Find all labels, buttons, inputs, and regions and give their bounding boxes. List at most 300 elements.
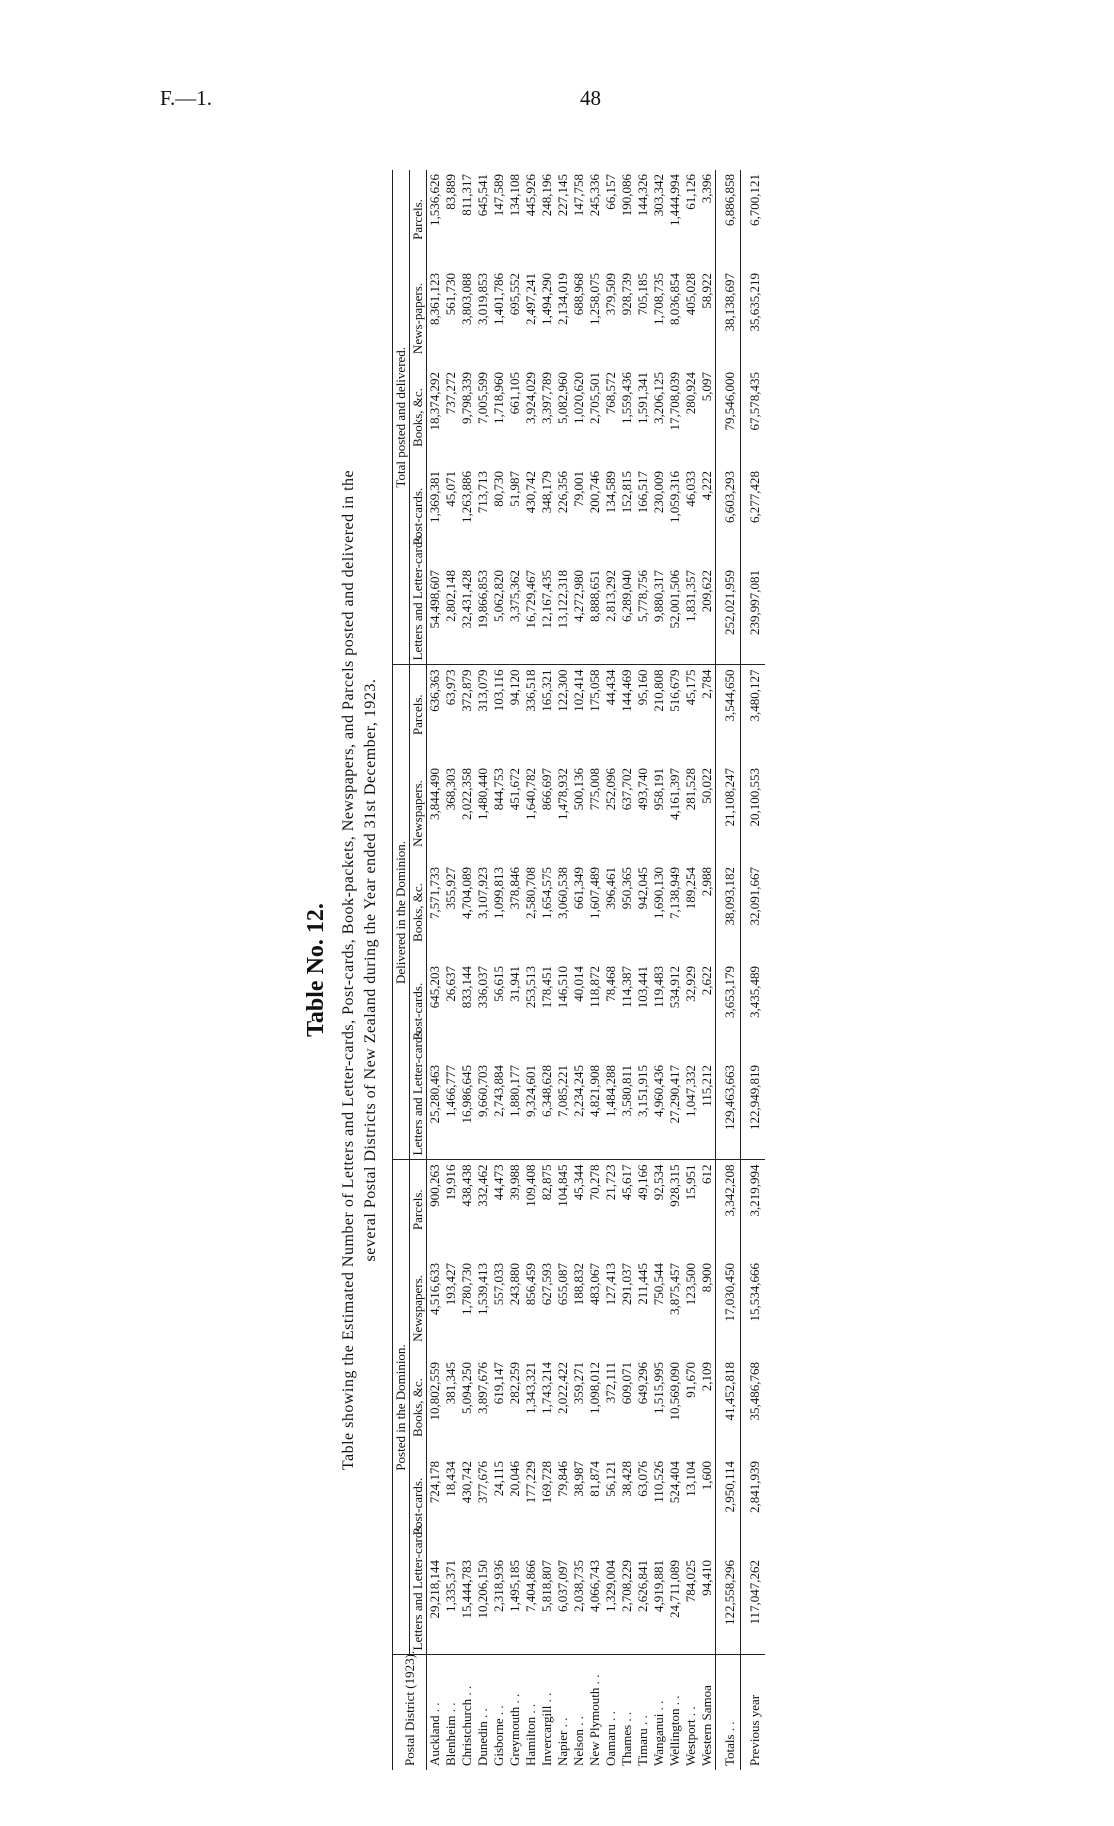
table-cell: 230,009 <box>651 471 666 514</box>
table-cell: 6,348,628 <box>539 1061 555 1160</box>
table-cell: 2,841,939 <box>741 1457 766 1556</box>
table-cell: 20,046 <box>507 1461 522 1497</box>
table-cell: 1,099,813 <box>491 867 506 919</box>
table-cell: 15,444,783 <box>459 1556 475 1655</box>
header-group-delivered: Delivered in the Dominion. <box>393 665 410 1160</box>
table-cell: 102,414 <box>571 669 586 712</box>
table-cell: 3,580,811 <box>619 1061 635 1160</box>
table-cell: 1,059,316 <box>667 471 682 523</box>
header-col-newspapers: News-papers. <box>410 269 427 368</box>
table-cell: 82,875 <box>539 1164 554 1201</box>
table-cell: 115,212 <box>699 1061 716 1160</box>
table-cell: 3,544,650 <box>716 665 741 764</box>
table-cell: 12,167,435 <box>539 566 555 665</box>
table-cell: 44,434 <box>603 669 618 706</box>
table-cell: 5,097 <box>699 372 714 402</box>
table-cell: 56,615 <box>491 966 506 1002</box>
table-row <box>475 170 491 1770</box>
table-cell: 4,516,633 <box>427 1263 442 1315</box>
table-cell: 1,480,440 <box>475 768 490 820</box>
table-cell: 661,105 <box>507 372 522 415</box>
table-cell: 3,844,490 <box>427 768 442 820</box>
page-number: 48 <box>580 86 601 110</box>
table-cell: 147,589 <box>491 174 506 217</box>
table-cell: 63,973 <box>443 669 458 706</box>
table-cell: 104,845 <box>555 1164 570 1207</box>
table-row <box>555 170 571 1770</box>
table-cell: 6,603,293 <box>716 467 741 566</box>
table-cell: 561,730 <box>443 273 458 316</box>
table-cell: 768,572 <box>603 372 618 415</box>
table-cell: 713,713 <box>475 471 490 514</box>
table-cell: 775,008 <box>587 768 602 811</box>
table-cell: 20,100,553 <box>741 764 766 863</box>
table-cell: 1,559,436 <box>619 372 634 424</box>
table-cell: 5,062,820 <box>491 566 507 665</box>
table-cell: 24,115 <box>491 1461 506 1497</box>
table-cell: 1,880,177 <box>507 1061 523 1160</box>
table-row <box>587 170 603 1770</box>
table-cell: 193,427 <box>443 1263 458 1306</box>
table-cell: 188,832 <box>571 1263 586 1306</box>
table-cell: 348,179 <box>539 471 554 514</box>
table-cell: 32,091,667 <box>741 863 766 962</box>
table-cell: 661,349 <box>571 867 586 910</box>
table-cell: 303,342 <box>651 174 666 217</box>
table-cell: 2,708,229 <box>619 1556 635 1655</box>
table-cell: 396,461 <box>603 867 618 910</box>
table-cell: 332,462 <box>475 1164 490 1207</box>
table-cell: 483,067 <box>587 1263 602 1306</box>
table-cell: 134,589 <box>603 471 618 514</box>
district-name: Wanganui . . <box>651 1700 666 1766</box>
table-cell: 119,483 <box>651 966 666 1008</box>
table-row <box>667 170 683 1770</box>
table-body <box>427 170 766 1770</box>
table-cell: 612 <box>699 1164 714 1184</box>
table-cell: 227,145 <box>555 174 570 217</box>
district-name: Blenheim . . <box>443 1702 458 1766</box>
table-cell: 493,740 <box>635 768 650 811</box>
table-cell: 4,161,397 <box>667 768 682 820</box>
table-cell: 695,552 <box>507 273 522 316</box>
table-row <box>603 170 619 1770</box>
table-cell: 811,317 <box>459 174 474 216</box>
table-cell: 619,147 <box>491 1362 506 1405</box>
table-cell: 649,296 <box>635 1362 650 1405</box>
table-cell: 724,178 <box>427 1461 442 1504</box>
district-name: Totals . . <box>716 1655 741 1770</box>
table-cell: 27,290,417 <box>667 1061 683 1160</box>
district-name: Oamaru . . <box>603 1711 618 1766</box>
rotated-table-block <box>300 170 800 1770</box>
header-col-postcards: Post-cards. <box>410 1457 427 1556</box>
table-cell: 8,036,854 <box>667 273 682 325</box>
table-cell: 636,363 <box>427 669 442 712</box>
header-col-postcards: Post-cards. <box>410 962 427 1061</box>
table-cell: 688,968 <box>571 273 586 316</box>
table-cell: 16,986,645 <box>459 1061 475 1160</box>
table-cell: 83,889 <box>443 174 458 210</box>
table-cell: 1,494,290 <box>539 273 554 325</box>
table-cell: 52,001,506 <box>667 566 683 665</box>
table-cell: 430,742 <box>523 471 538 514</box>
table-cell: 2,234,245 <box>571 1061 587 1160</box>
table-cell: 94,410 <box>699 1556 716 1655</box>
table-cell: 134,108 <box>507 174 522 217</box>
table-cell: 50,022 <box>699 768 714 804</box>
district-name: Timaru . . <box>635 1715 650 1766</box>
table-cell: 368,303 <box>443 768 458 811</box>
table-cell: 92,534 <box>651 1164 666 1201</box>
table-cell: 56,121 <box>603 1461 618 1497</box>
table-cell: 2,784 <box>699 669 714 699</box>
table-cell: 524,404 <box>667 1461 682 1504</box>
district-name: Dunedin . . <box>475 1708 490 1766</box>
table-row <box>491 170 507 1770</box>
table-cell: 942,045 <box>635 867 650 910</box>
table-cell: 1,258,075 <box>587 273 602 325</box>
table-cell: 79,546,000 <box>716 368 741 467</box>
table-cell: 2,580,708 <box>523 867 538 919</box>
table-cell: 5,818,807 <box>539 1556 555 1655</box>
table-cell: 1,708,735 <box>651 273 666 325</box>
table-cell: 336,518 <box>523 669 538 712</box>
table-cell: 1,047,332 <box>683 1061 699 1160</box>
table-cell: 252,021,959 <box>716 566 741 665</box>
table-row <box>699 170 716 1770</box>
table-cell: 248,196 <box>539 174 554 217</box>
table-cell: 313,079 <box>475 669 490 712</box>
table-cell: 282,259 <box>507 1362 522 1405</box>
table-cell: 210,808 <box>651 669 666 712</box>
table-cell: 378,846 <box>507 867 522 910</box>
table-cell: 844,753 <box>491 768 506 811</box>
table-cell: 177,229 <box>523 1461 538 1504</box>
table-cell: 2,802,148 <box>443 566 459 665</box>
table-cell: 1,478,932 <box>555 768 570 820</box>
table-cell: 1,654,575 <box>539 867 554 919</box>
table-cell: 45,071 <box>443 471 458 507</box>
table-cell: 445,926 <box>523 174 538 217</box>
table-cell: 3,107,923 <box>475 867 490 919</box>
table-cell: 38,138,697 <box>716 269 741 368</box>
table-cell: 6,037,097 <box>555 1556 571 1655</box>
table-cell: 3,803,088 <box>459 273 474 325</box>
table-cell: 2,022,422 <box>555 1362 570 1414</box>
table-cell: 2,626,841 <box>635 1556 651 1655</box>
table-cell: 4,222 <box>699 471 714 501</box>
table-cell: 9,660,703 <box>475 1061 491 1160</box>
table-cell: 9,880,317 <box>651 566 667 665</box>
header-col-books: Books, &c. <box>410 863 427 962</box>
table-cell: 17,708,039 <box>667 372 682 431</box>
table-cell: 645,203 <box>427 966 442 1009</box>
header-col-books: Books, &c. <box>410 1358 427 1457</box>
table-cell: 94,120 <box>507 669 522 706</box>
header-col-parcels: Parcels. <box>410 1160 427 1259</box>
table-cell: 516,679 <box>667 669 682 712</box>
table-cell: 152,815 <box>619 471 634 514</box>
table-cell: 1,466,777 <box>443 1061 459 1160</box>
table-cell: 10,206,150 <box>475 1556 491 1655</box>
table-cell: 122,558,296 <box>716 1556 741 1655</box>
table-cell: 211,445 <box>635 1263 650 1305</box>
table-cell: 35,635,219 <box>741 269 766 368</box>
header-col-letters: Letters and Letter-cards. <box>410 1061 427 1160</box>
table-cell: 26,637 <box>443 966 458 1002</box>
table-cell: 58,922 <box>699 273 714 309</box>
table-cell: 3,206,125 <box>651 372 666 424</box>
table-cell: 2,022,358 <box>459 768 474 820</box>
table-row <box>635 170 651 1770</box>
header-column-row <box>410 170 427 1770</box>
table-cell: 189,254 <box>683 867 698 910</box>
table-cell: 2,950,114 <box>716 1457 741 1556</box>
table-cell: 281,528 <box>683 768 698 811</box>
table-cell: 928,739 <box>619 273 634 316</box>
table-cell: 32,929 <box>683 966 698 1002</box>
table-cell: 54,498,607 <box>427 566 444 665</box>
header-group-posted: Posted in the Dominion. <box>393 1160 410 1655</box>
table-cell: 950,365 <box>619 867 634 910</box>
table-cell: 2,743,884 <box>491 1061 507 1160</box>
table-cell: 291,037 <box>619 1263 634 1306</box>
header-col-newspapers: Newspapers. <box>410 764 427 863</box>
table-cell: 144,469 <box>619 669 634 712</box>
table-cell: 372,879 <box>459 669 474 712</box>
table-cell: 1,401,786 <box>491 273 506 325</box>
table-cell: 627,593 <box>539 1263 554 1306</box>
table-cell: 2,813,292 <box>603 566 619 665</box>
table-cell: 7,005,599 <box>475 372 490 424</box>
table-cell: 3,375,362 <box>507 566 523 665</box>
table-cell: 1,329,004 <box>603 1556 619 1655</box>
table-cell: 239,997,081 <box>741 566 766 665</box>
district-name: New Plymouth . . <box>587 1674 602 1766</box>
table-cell: 253,513 <box>523 966 538 1009</box>
table-cell: 1,098,012 <box>587 1362 602 1414</box>
table-cell: 833,144 <box>459 966 474 1009</box>
table-cell: 1,591,341 <box>635 372 650 424</box>
table-cell: 38,093,182 <box>716 863 741 962</box>
table-cell: 6,886,858 <box>716 170 741 269</box>
table-cell: 122,949,819 <box>741 1061 766 1160</box>
table-cell: 24,711,089 <box>667 1556 683 1655</box>
table-cell: 35,486,768 <box>741 1358 766 1457</box>
table-cell: 80,730 <box>491 471 506 507</box>
table-cell: 737,272 <box>443 372 458 415</box>
district-name: Nelson . . <box>571 1716 586 1766</box>
table-cell: 2,497,241 <box>523 273 538 325</box>
district-name: Previous year <box>741 1655 766 1770</box>
table-cell: 118,872 <box>587 966 602 1008</box>
table-cell: 109,408 <box>523 1164 538 1207</box>
table-cell: 7,138,949 <box>667 867 682 919</box>
table-cell: 29,218,144 <box>427 1556 444 1655</box>
table-cell: 4,919,881 <box>651 1556 667 1655</box>
table-cell: 1,831,357 <box>683 566 699 665</box>
table-cell: 25,280,463 <box>427 1061 444 1160</box>
table-cell: 209,622 <box>699 566 716 665</box>
table-cell: 3,151,915 <box>635 1061 651 1160</box>
table-cell: 4,821,908 <box>587 1061 603 1160</box>
table-cell: 245,336 <box>587 174 602 217</box>
table-cell: 359,271 <box>571 1362 586 1405</box>
table-cell: 1,444,994 <box>667 174 682 226</box>
table-cell: 1,335,371 <box>443 1556 459 1655</box>
table-cell: 534,912 <box>667 966 682 1009</box>
table-cell: 5,094,250 <box>459 1362 474 1414</box>
header-col-letters: Letters and Letter-cards. <box>410 566 427 665</box>
table-cell: 609,071 <box>619 1362 634 1405</box>
header-group-row <box>393 170 410 1770</box>
table-cell: 645,541 <box>475 174 490 217</box>
table-cell: 2,038,735 <box>571 1556 587 1655</box>
table-cell: 44,473 <box>491 1164 506 1201</box>
table-row <box>459 170 475 1770</box>
table-cell: 355,927 <box>443 867 458 910</box>
postal-statistics-table <box>392 170 765 1770</box>
table-cell: 117,047,262 <box>741 1556 766 1655</box>
district-name: Western Samoa <box>699 1685 714 1766</box>
table-cell: 1,343,321 <box>523 1362 538 1414</box>
table-cell: 1,607,489 <box>587 867 602 919</box>
table-cell: 3,397,789 <box>539 372 554 424</box>
table-row <box>651 170 667 1770</box>
table-cell: 9,798,339 <box>459 372 474 424</box>
table-cell: 430,742 <box>459 1461 474 1504</box>
district-name: Christchurch . . <box>459 1685 474 1766</box>
table-cell: 4,272,980 <box>571 566 587 665</box>
table-cell: 784,025 <box>683 1556 699 1655</box>
table-caption-line-2: several Postal Districts of New Zealand during the Year ended 31st December, 1923. <box>362 678 379 1262</box>
table-cell: 190,086 <box>619 174 634 217</box>
table-cell: 8,900 <box>699 1263 714 1293</box>
table-cell: 3,219,994 <box>741 1160 766 1259</box>
table-row <box>571 170 587 1770</box>
table-cell: 557,033 <box>491 1263 506 1306</box>
table-cell: 7,571,733 <box>427 867 442 919</box>
table-cell: 3,480,127 <box>741 665 766 764</box>
table-cell: 146,510 <box>555 966 570 1009</box>
table-cell: 336,037 <box>475 966 490 1009</box>
table-cell: 451,672 <box>507 768 522 811</box>
table-cell: 2,109 <box>699 1362 714 1392</box>
table-cell: 38,987 <box>571 1461 586 1497</box>
table-cell: 169,728 <box>539 1461 554 1504</box>
table-cell: 79,001 <box>571 471 586 507</box>
table-cell: 127,413 <box>603 1263 618 1306</box>
table-cell: 110,526 <box>651 1461 666 1503</box>
table-cell: 19,916 <box>443 1164 458 1201</box>
header-col-newspapers: Newspapers. <box>410 1259 427 1358</box>
table-number: Table No. 12. <box>303 903 329 1037</box>
table-cell: 3,653,179 <box>716 962 741 1061</box>
table-cell: 3,396 <box>699 174 714 204</box>
district-name: Invercargill . . <box>539 1692 554 1766</box>
table-cell: 3,019,853 <box>475 273 490 325</box>
table-cell: 3,435,489 <box>741 962 766 1061</box>
table-cell: 19,866,853 <box>475 566 491 665</box>
table-cell: 6,289,040 <box>619 566 635 665</box>
table-cell: 63,076 <box>635 1461 650 1497</box>
header-col-parcels: Parcels. <box>410 665 427 764</box>
table-cell: 18,374,292 <box>427 372 442 431</box>
district-name: Thames . . <box>619 1711 634 1766</box>
table-cell: 2,705,501 <box>587 372 602 424</box>
district-name: Gisborne . . <box>491 1705 506 1766</box>
table-cell: 280,924 <box>683 372 698 415</box>
header-district: Postal District (1923). <box>393 1655 427 1770</box>
table-cell: 81,874 <box>587 1461 602 1497</box>
table-cell: 1,369,381 <box>427 471 442 523</box>
district-name: Auckland . . <box>427 1702 442 1766</box>
table-cell: 381,345 <box>443 1362 458 1405</box>
table-cell: 91,670 <box>683 1362 698 1398</box>
header-col-postcards: Post-cards. <box>410 467 427 566</box>
table-cell: 1,600 <box>699 1461 714 1491</box>
table-cell: 1,640,782 <box>523 768 538 820</box>
table-cell: 13,122,318 <box>555 566 571 665</box>
table-cell: 3,897,676 <box>475 1362 490 1414</box>
table-cell: 4,066,743 <box>587 1556 603 1655</box>
table-cell: 123,500 <box>683 1263 698 1306</box>
table-cell: 1,484,288 <box>603 1061 619 1160</box>
district-name: Hamilton . . <box>523 1703 538 1766</box>
table-cell: 166,517 <box>635 471 650 514</box>
totals-row <box>716 170 741 1770</box>
page-reference: F.—1. <box>160 86 212 110</box>
table-cell: 1,690,130 <box>651 867 666 919</box>
table-cell: 500,136 <box>571 768 586 811</box>
table-cell: 103,441 <box>635 966 650 1009</box>
table-cell: 1,718,960 <box>491 372 506 424</box>
table-cell: 1,539,413 <box>475 1263 490 1315</box>
table-row <box>507 170 523 1770</box>
table-cell: 2,988 <box>699 867 714 897</box>
table-cell: 750,544 <box>651 1263 666 1306</box>
table-row <box>683 170 699 1770</box>
table-cell: 226,356 <box>555 471 570 514</box>
table-row <box>427 170 444 1770</box>
table-cell: 5,778,756 <box>635 566 651 665</box>
table-cell: 1,743,214 <box>539 1362 554 1414</box>
table-cell: 856,459 <box>523 1263 538 1306</box>
table-cell: 200,746 <box>587 471 602 514</box>
table-cell: 103,116 <box>491 669 506 712</box>
table-cell: 66,157 <box>603 174 618 210</box>
table-cell: 5,082,960 <box>555 372 570 424</box>
table-cell: 21,108,247 <box>716 764 741 863</box>
table-cell: 2,318,936 <box>491 1556 507 1655</box>
table-cell: 1,780,730 <box>459 1263 474 1315</box>
table-cell: 243,880 <box>507 1263 522 1306</box>
table-cell: 122,300 <box>555 669 570 712</box>
table-cell: 1,536,626 <box>427 174 442 226</box>
table-cell: 21,723 <box>603 1164 618 1201</box>
table-cell: 165,321 <box>539 669 554 712</box>
table-cell: 379,509 <box>603 273 618 316</box>
table-cell: 16,729,467 <box>523 566 539 665</box>
table-cell: 38,428 <box>619 1461 634 1497</box>
table-cell: 8,888,651 <box>587 566 603 665</box>
table-cell: 49,166 <box>635 1164 650 1201</box>
table-cell: 18,434 <box>443 1461 458 1497</box>
district-name: Napier . . <box>555 1717 570 1766</box>
table-cell: 252,096 <box>603 768 618 811</box>
table-cell: 377,676 <box>475 1461 490 1504</box>
